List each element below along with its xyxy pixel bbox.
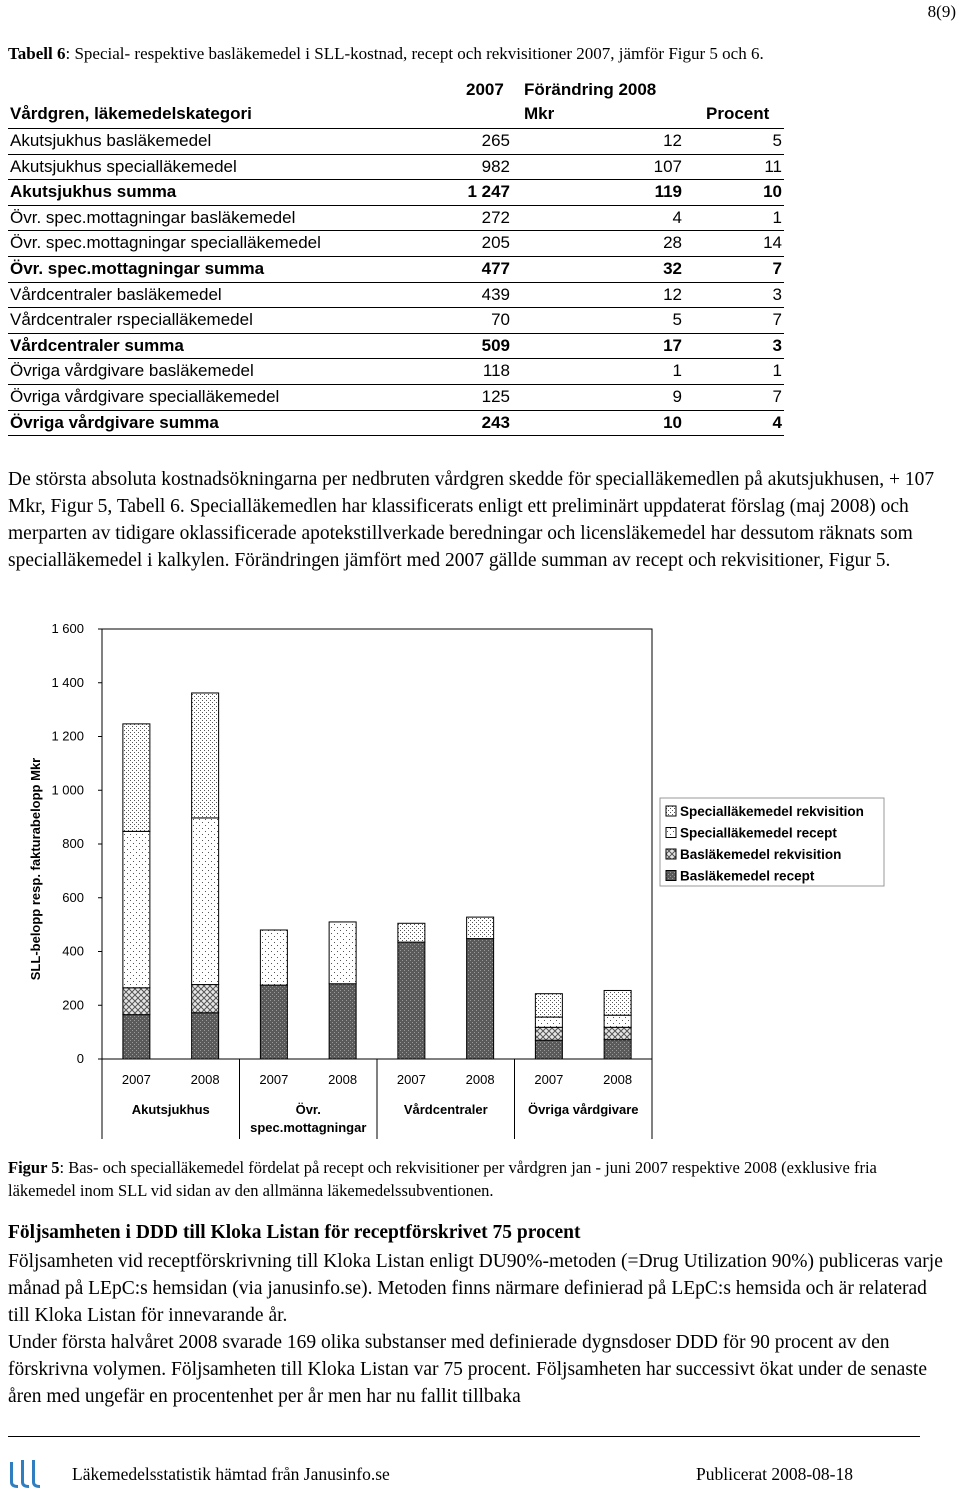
row-change: 32 [663, 258, 682, 278]
bar-segment [123, 988, 150, 1015]
bar-segment [535, 1027, 562, 1040]
legend-entry: Specialläkemedel rekvisition [680, 804, 864, 819]
row-value-2007: 439 [481, 284, 510, 304]
row-value-2007: 272 [481, 207, 510, 227]
row-percent: 4 [772, 412, 782, 432]
chart-legend [660, 798, 884, 886]
y-tick-label: 1 200 [51, 728, 84, 744]
bar-segment [329, 984, 356, 1059]
row-label: Övriga vårdgivare summa [10, 412, 219, 432]
x-tick-label: 2008 [465, 1072, 495, 1087]
footer-source: Läkemedelsstatistik hämtad från Janusinfo.se [72, 1464, 390, 1484]
table-row [8, 358, 784, 384]
row-change: 12 [663, 131, 682, 150]
header-percent: Procent [706, 104, 770, 123]
table-header [8, 80, 784, 128]
y-tick-label: 200 [62, 997, 84, 1013]
bar-segment [535, 994, 562, 1017]
table-row [8, 128, 784, 154]
y-tick-label: 800 [62, 836, 84, 851]
header-year: 2007 [466, 80, 504, 99]
legend-swatch [666, 871, 676, 881]
y-tick-label: 0 [76, 1051, 84, 1066]
y-tick-label: 1 600 [51, 621, 84, 636]
row-value-2007: 118 [482, 361, 510, 381]
data-table [8, 80, 784, 436]
stacked-bar-chart [0, 614, 960, 1144]
bar-segment [123, 831, 150, 987]
row-percent: 3 [772, 335, 782, 355]
row-value-2007: 243 [481, 412, 510, 432]
bar-segment [260, 985, 287, 1059]
row-change: 28 [663, 233, 682, 253]
plot-area [102, 629, 652, 1059]
row-percent: 7 [772, 386, 782, 406]
header-category: Vårdgren, läkemedelskategori [10, 104, 252, 123]
row-change: 1 [672, 361, 682, 381]
table-row [8, 307, 784, 333]
x-tick-label: 2008 [190, 1072, 220, 1087]
footer-published: Publicerat 2008-08-18 [696, 1464, 853, 1484]
figure-caption-text: : Bas- och specialläkemedel fördelat på recept och rekvisitioner per vårdgren jan - juni 2007 respektive 2008 (exklusive fria läkemedel inom SLL vid sidan av den allmänna läkemedelssubventionen. [8, 1158, 877, 1200]
table-row [8, 410, 784, 437]
row-label: Akutsjukhus summa [10, 182, 177, 202]
bar-segment [192, 1013, 219, 1059]
row-percent: 7 [772, 310, 782, 330]
x-tick-label: 2007 [534, 1072, 564, 1087]
bar-segment [604, 1015, 631, 1027]
table-row [8, 282, 784, 308]
bar-segment [467, 939, 494, 1059]
group-label: Övr. [295, 1102, 321, 1117]
x-tick-label: 2007 [121, 1072, 151, 1087]
bar-segment [329, 922, 356, 984]
y-axis-label: SLL-belopp resp. fakturabelopp Mkr [28, 757, 43, 981]
bar-segment [260, 930, 287, 985]
legend-entry: Specialläkemedel recept [680, 825, 837, 841]
row-percent: 1 [772, 361, 782, 381]
row-percent: 11 [764, 156, 782, 176]
bar-segment [192, 818, 219, 985]
figure-caption-label: Figur 5 [8, 1158, 60, 1177]
row-value-2007: 509 [481, 335, 510, 355]
row-label: Övr. spec.mottagningar summa [10, 258, 265, 278]
group-label: spec.mottagningar [250, 1120, 367, 1135]
row-percent: 10 [763, 182, 782, 202]
table-caption-label: Tabell 6 [8, 44, 66, 63]
bar-segment [535, 1017, 562, 1027]
footer-divider [8, 1436, 920, 1437]
legend-swatch [666, 849, 676, 859]
row-change: 10 [663, 412, 682, 432]
row-value-2007: 265 [481, 131, 510, 150]
row-percent: 1 [772, 207, 782, 227]
table-row [8, 230, 784, 256]
row-label: Övriga vårdgivare basläkemedel [10, 361, 254, 381]
row-value-2007: 125 [481, 386, 510, 406]
bar-segment [192, 693, 219, 818]
section-body [8, 1248, 952, 1410]
row-label: Akutsjukhus basläkemedel [10, 131, 212, 150]
row-change: 119 [654, 182, 682, 202]
table-row [8, 333, 784, 359]
body-paragraph: De största absoluta kostnadsökningarna per nedbruten vårdgren skedde för specialläkemedlen på akutsjukhusen, + 107 Mkr, Figur 5, Tabell 6. Specialläkemedlen har klassificerats enligt ett preliminärt uppdaterat förslag (maj 2008) och merparten av tidigare oklassificerade apotekstillverkade beredningar och licensläkemedel har dessutom räknats som specialläkemedel i kalkylen. Förändringen jämfört med 2007 gällde summan av recept och rekvisitioner, Figur 5. [8, 469, 935, 571]
section-heading: Följsamheten i DDD till Kloka Listan för receptförskrivet 75 procent [8, 1222, 581, 1243]
row-value-2007: 477 [481, 258, 510, 278]
row-value-2007: 1 247 [467, 182, 510, 202]
y-tick-label: 600 [62, 889, 84, 905]
row-label: Vårdcentraler basläkemedel [10, 284, 222, 304]
x-tick-label: 2007 [396, 1072, 426, 1087]
row-value-2007: 70 [491, 310, 510, 330]
x-tick-label: 2007 [259, 1072, 289, 1087]
group-label: Vårdcentraler [403, 1102, 488, 1117]
y-tick-label: 1 400 [51, 674, 84, 690]
group-label: Akutsjukhus [131, 1102, 210, 1117]
table-caption-text: : Special- respektive basläkemedel i SLL-kostnad, recept och rekvisitioner 2007, jämför Figur 5 och 6. [65, 44, 764, 63]
table-row [8, 256, 784, 282]
bar-segment [123, 1015, 150, 1059]
row-value-2007: 982 [481, 156, 510, 176]
row-label: Vårdcentraler summa [10, 335, 184, 355]
table-body [8, 128, 784, 436]
x-tick-label: 2008 [328, 1072, 358, 1087]
bar-segment [398, 942, 425, 1059]
row-label: Akutsjukhus specialläkemedel [10, 156, 237, 176]
section-paragraph-1: Följsamheten vid receptförskrivning till Kloka Listan enligt DU90%-metoden (=Drug Utilization 90%) publiceras varje månad på LEpC:s hemsidan (via janusinfo.se). Metoden finns närmare definierad på LEpC:s hemsida och är relaterad till Kloka Listan för innevarande år. [8, 1251, 943, 1326]
table-row [8, 179, 784, 205]
legend-swatch [666, 806, 676, 816]
row-change: 9 [672, 386, 682, 406]
legend-entry: Basläkemedel rekvisition [680, 847, 842, 862]
y-tick-label: 1 000 [51, 782, 84, 798]
row-percent: 7 [772, 258, 782, 278]
row-label: Övriga vårdgivare specialläkemedel [10, 386, 280, 406]
bar-segment [604, 1027, 631, 1039]
row-label: Övr. spec.mottagningar specialläkemedel [10, 233, 321, 253]
bar-segment [604, 990, 631, 1015]
table-row [8, 154, 784, 180]
row-change: 4 [672, 207, 682, 227]
page-number: 8(9) [927, 2, 956, 21]
sll-logo-icon [8, 1458, 44, 1490]
y-tick-label: 400 [62, 943, 84, 959]
row-percent: 14 [763, 233, 782, 253]
bar-segment [192, 985, 219, 1013]
x-tick-label: 2008 [603, 1072, 633, 1087]
row-change: 12 [663, 284, 682, 304]
bar-segment [398, 923, 425, 942]
bar-segment [535, 1040, 562, 1059]
row-change: 107 [653, 156, 682, 176]
row-percent: 3 [772, 284, 782, 304]
legend-entry: Basläkemedel recept [680, 868, 815, 884]
table-row [8, 384, 784, 410]
bar-segment [604, 1040, 631, 1059]
row-percent: 5 [772, 131, 782, 150]
row-change: 5 [672, 310, 682, 330]
group-label: Övriga vårdgivare [527, 1102, 639, 1117]
header-unit: Mkr [524, 104, 555, 123]
row-change: 17 [663, 335, 682, 355]
legend-swatch [666, 828, 676, 838]
section-paragraph-2: Under första halvåret 2008 svarade 169 olika substanser med definierade dygnsdoser DDD för 90 procent av den förskrivna volymen. Följsamheten till Kloka Listan var 75 procent. Följsamheten har successivt ökat under de senaste åren med ungefär en procentenhet per år men har nu fallit tillbaka [8, 1332, 927, 1407]
row-value-2007: 205 [481, 233, 510, 253]
header-change: Förändring 2008 [524, 80, 657, 99]
row-label: Vårdcentraler rspecialläkemedel [10, 310, 253, 330]
bar-segment [467, 917, 494, 939]
figure-caption [8, 1156, 948, 1202]
row-label: Övr. spec.mottagningar basläkemedel [10, 207, 296, 227]
table-caption [8, 44, 764, 64]
bar-segment [123, 724, 150, 832]
table-row [8, 205, 784, 231]
